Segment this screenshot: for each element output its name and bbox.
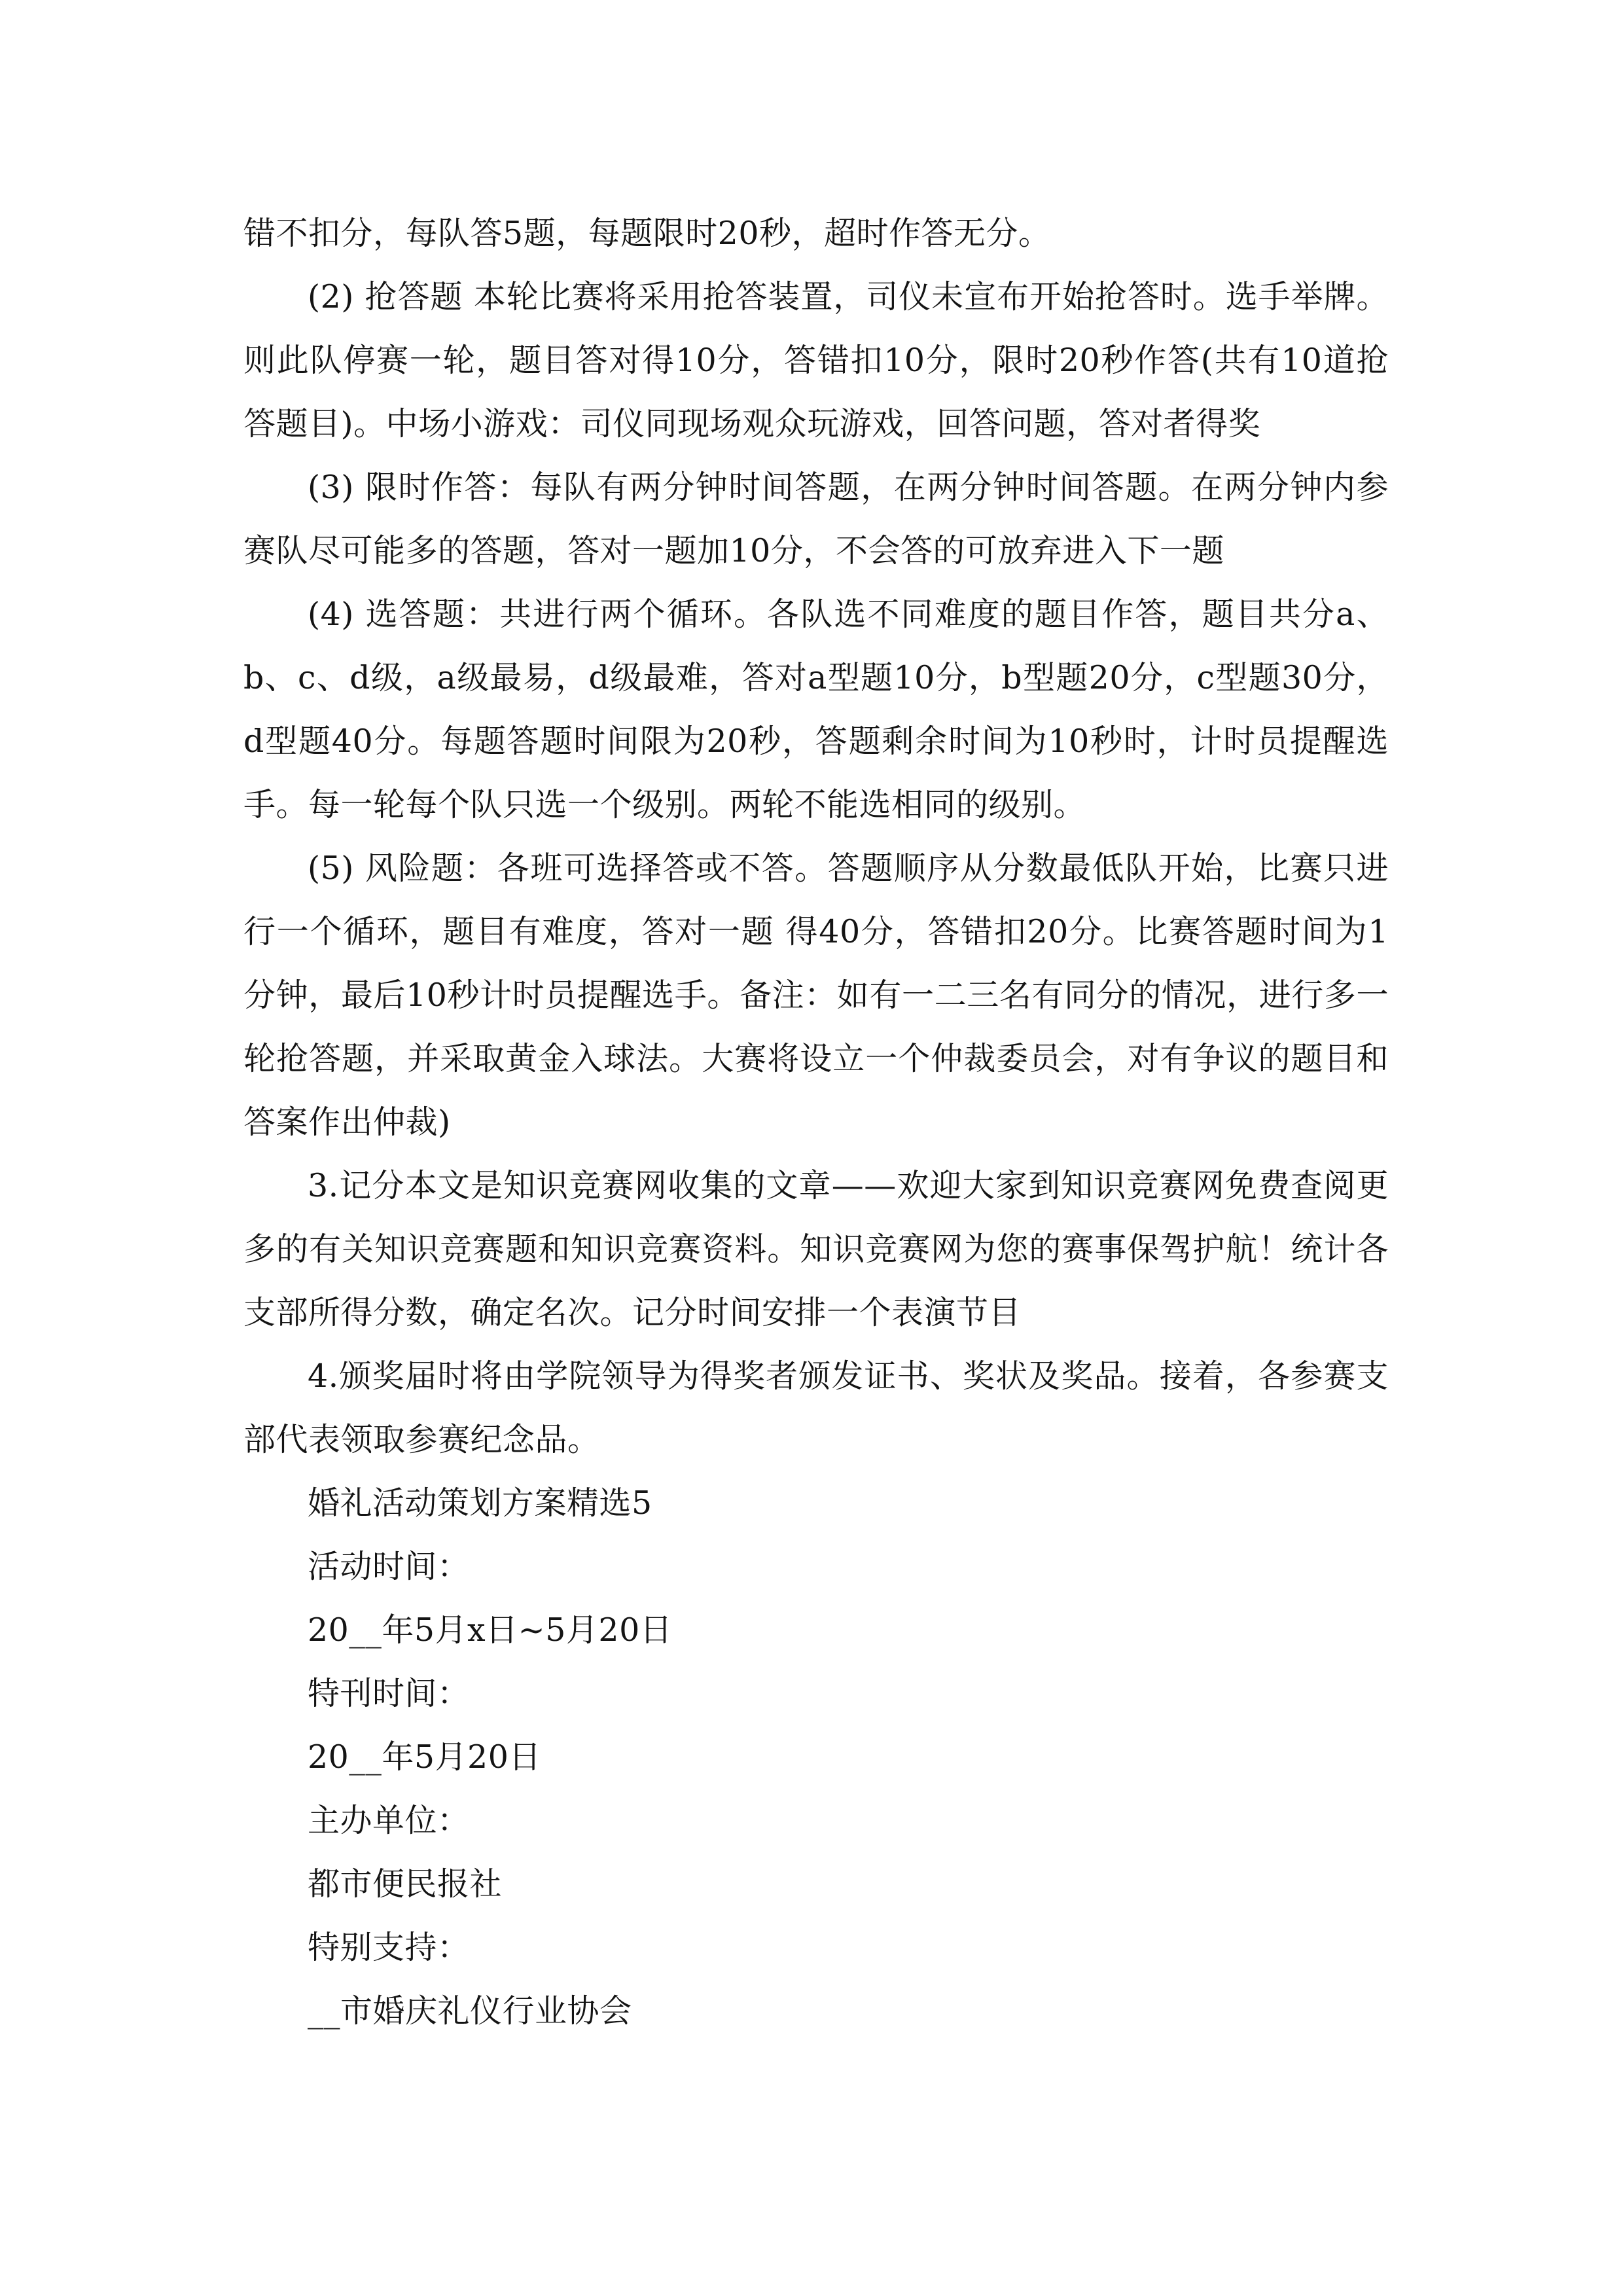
section-title: 婚礼活动策划方案精选5 bbox=[308, 1484, 652, 1522]
paragraph-risk-round: (5) 风险题：各班可选择答或不答。答题顺序从分数最低队开始，比赛只进行一个循环，题目有难度，答对一题 得40分，答错扣20分。比赛答题时间为1分钟，最后10秒计时员提醒选手。备注：如有一二三名有同分的情况，进行多一轮抢答题，并采取黄金入球法。大赛将设立一个仲裁委员会，对有争议的题目和答案作出仲裁) bbox=[243, 850, 1389, 1141]
paragraph-awards: 4.颁奖届时将由学院领导为得奖者颁发证书、奖状及奖品。接着，各参赛支部代表领取参赛纪念品。 bbox=[243, 1357, 1389, 1458]
label-organizer: 主办单位： bbox=[308, 1802, 470, 1839]
label-special-support: 特别支持： bbox=[308, 1929, 470, 1966]
label-special-issue-time: 特刊时间： bbox=[308, 1675, 470, 1712]
paragraph-quick-answer-round: (2) 抢答题 本轮比赛将采用抢答装置，司仪未宣布开始抢答时。选手举牌。则此队停赛一轮，题目答对得10分，答错扣10分，限时20秒作答(共有10道抢答题目)。中场小游戏：司仪同现场观众玩游戏，回答问题，答对者得奖 bbox=[243, 278, 1389, 442]
document-body bbox=[243, 202, 1389, 2043]
paragraph-scorekeeping: 3.记分本文是知识竞赛网收集的文章——欢迎大家到知识竞赛网免费查阅更多的有关知识竞赛题和知识竞赛资料。知识竞赛网为您的赛事保驾护航！统计各支部所得分数，确定名次。记分时间安排一个表演节目 bbox=[243, 1167, 1389, 1331]
value-special-support: __市婚庆礼仪行业协会 bbox=[308, 1992, 632, 2030]
value-activity-time: 20__年5月x日~5月20日 bbox=[308, 1611, 673, 1649]
value-special-issue-time: 20__年5月20日 bbox=[308, 1738, 541, 1776]
paragraph-scoring-note: 错不扣分，每队答5题，每题限时20秒，超时作答无分。 bbox=[243, 215, 1051, 252]
paragraph-selection-round: (4) 选答题：共进行两个循环。各队选不同难度的题目作答，题目共分a、b、c、d级，a级最易，d级最难，答对a型题10分，b型题20分，c型题30分，d型题40分。每题答题时间限为20秒，答题剩余时间为10秒时，计时员提醒选手。每一轮每个队只选一个级别。两轮不能选相同的级别。 bbox=[243, 596, 1389, 823]
paragraph-timed-round: (3) 限时作答：每队有两分钟时间答题，在两分钟时间答题。在两分钟内参赛队尽可能多的答题，答对一题加10分，不会答的可放弃进入下一题 bbox=[243, 469, 1389, 569]
label-activity-time: 活动时间： bbox=[308, 1548, 470, 1585]
value-organizer: 都市便民报社 bbox=[308, 1865, 503, 1903]
